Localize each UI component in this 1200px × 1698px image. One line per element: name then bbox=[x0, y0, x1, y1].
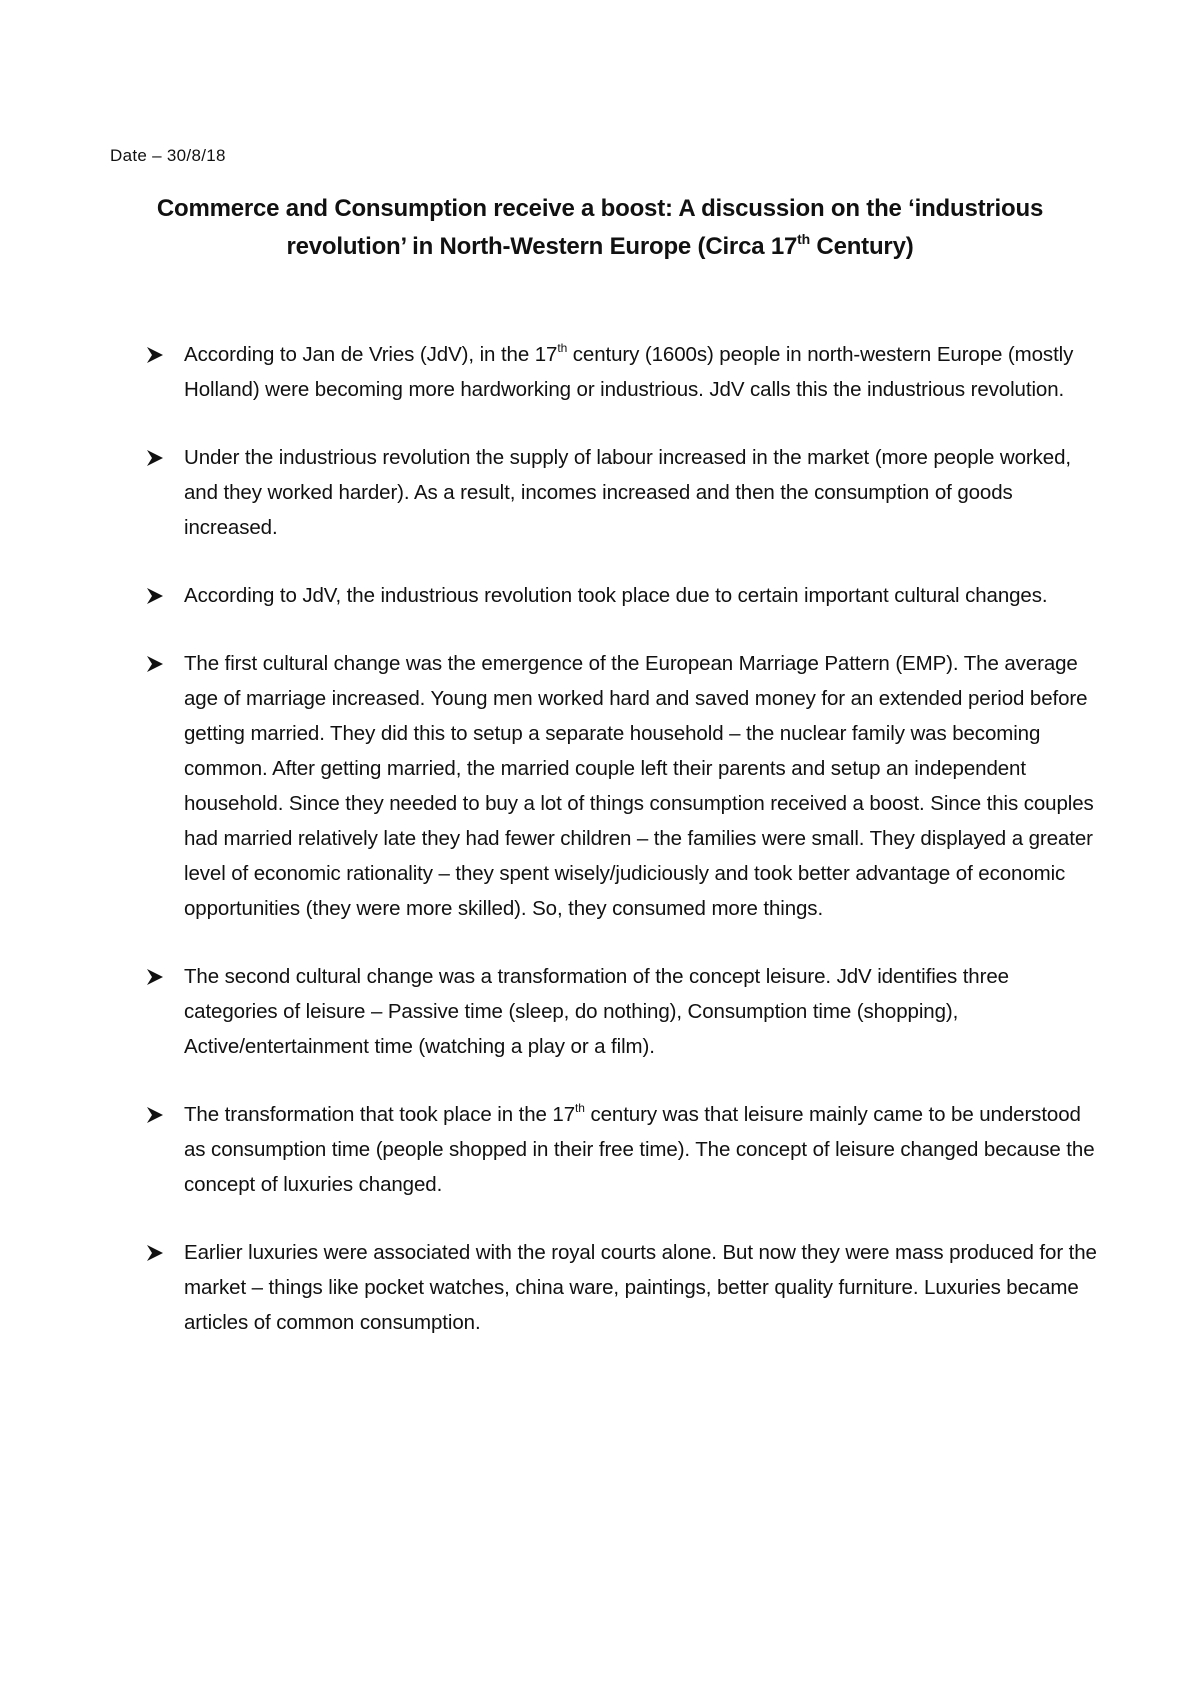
list-item bbox=[146, 646, 1106, 926]
bullet-text: The second cultural change was a transformation of the concept leisure. JdV identifies three categories of leisure – Passive time (sleep, do nothing), Consumption time (shopping), Active/entertainment time (watching a play or a film). bbox=[184, 965, 1009, 1058]
arrow-bullet-icon bbox=[146, 655, 164, 673]
bullet-text: Under the industrious revolution the supply of labour increased in the market (more people worked, and they worked harder). As a result, incomes increased and then the consumption of goods increased. bbox=[184, 446, 1071, 539]
bullet-text-end: century (1600s) people in north-western Europe (mostly Holland) were becoming more hardworking or industrious. JdV calls this the industrious revolution. bbox=[184, 343, 1074, 401]
bullet-superscript: th bbox=[575, 1101, 585, 1115]
bullet-text: The transformation that took place in the 17 bbox=[184, 1103, 576, 1126]
arrow-bullet-icon bbox=[146, 587, 164, 605]
list-item bbox=[146, 578, 1106, 613]
bullet-list bbox=[146, 337, 1106, 1373]
arrow-bullet-icon bbox=[146, 346, 164, 364]
title-text: Commerce and Consumption receive a boost: A discussion on the ‘industrious revolution’ in North-Western Europe (Circa 17 bbox=[156, 195, 1044, 260]
title-text-end: Century) bbox=[809, 233, 914, 260]
bullet-text-end: century was that leisure mainly came to be understood as consumption time (people shopped in their free time). The concept of leisure changed because the concept of luxuries changed. bbox=[184, 1103, 1095, 1196]
bullet-text: According to JdV, the industrious revolution took place due to certain important cultural changes. bbox=[184, 584, 1048, 607]
bullet-text: According to Jan de Vries (JdV), in the 17 bbox=[184, 343, 558, 366]
bullet-text: The first cultural change was the emergence of the European Marriage Pattern (EMP). The average age of marriage increased. Young men worked hard and saved money for an extended period before getting married. They did this to setup a separate household – the nuclear family was becoming common. After getting married, the married couple left their parents and setup an independent household. Since they needed to buy a lot of things consumption received a boost. Since this couples had married relatively late they had fewer children – the families were small. They displayed a greater level of economic rationality – they spent wisely/judiciously and took better advantage of economic opportunities (they were more skilled). So, they consumed more things. bbox=[184, 652, 1094, 920]
bullet-text: Earlier luxuries were associated with the royal courts alone. But now they were mass produced for the market – things like pocket watches, china ware, paintings, better quality furniture. Luxuries became articles of common consumption. bbox=[184, 1241, 1097, 1334]
list-item bbox=[146, 440, 1106, 545]
list-item bbox=[146, 959, 1106, 1064]
list-item bbox=[146, 337, 1106, 407]
document-title bbox=[100, 190, 1100, 266]
arrow-bullet-icon bbox=[146, 1106, 164, 1124]
title-superscript: th bbox=[797, 231, 810, 247]
arrow-bullet-icon bbox=[146, 1244, 164, 1262]
arrow-bullet-icon bbox=[146, 968, 164, 986]
bullet-superscript: th bbox=[557, 341, 568, 355]
arrow-bullet-icon bbox=[146, 449, 164, 467]
document-date: Date – 30/8/18 bbox=[110, 146, 226, 165]
list-item bbox=[146, 1235, 1106, 1340]
list-item bbox=[146, 1097, 1106, 1202]
